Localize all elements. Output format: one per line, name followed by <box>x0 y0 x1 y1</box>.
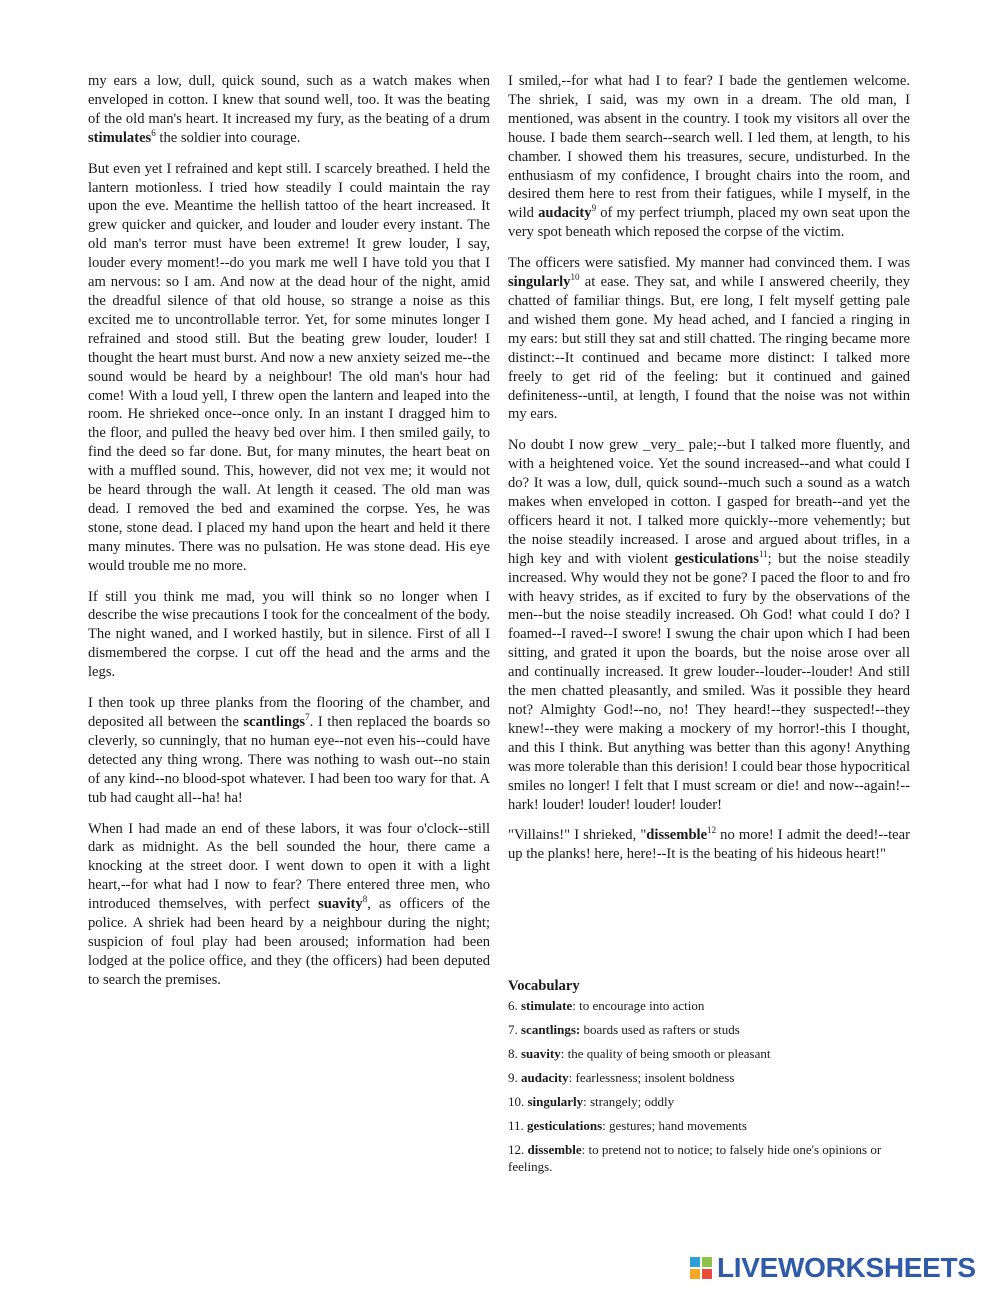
paragraph <box>508 436 910 814</box>
vocabulary-word: audacity <box>521 1070 569 1085</box>
vocabulary-definition: : gestures; hand movements <box>602 1118 747 1133</box>
logo-square <box>702 1257 712 1267</box>
footnote-marker: 9 <box>591 203 597 214</box>
vocabulary-title: Vocabulary <box>508 978 580 994</box>
paragraph-text: of my perfect triumph, placed my own seat upon the very spot beneath which reposed the corpse of the victim. <box>508 205 910 241</box>
vocab-term: dissemble <box>646 827 708 844</box>
vocabulary-definition: : fearlessness; insolent boldness <box>568 1070 735 1085</box>
paragraph-text: , as officers of the police. A shriek had been heard by a neighbour during the night; suspicion of foul play had been aroused; information had been lodged at the police office, and they (the officers) had been deputed to search the premises. <box>88 896 490 988</box>
vocabulary-item <box>508 1069 908 1086</box>
vocabulary-item <box>508 1021 908 1038</box>
paragraph <box>508 254 910 424</box>
vocabulary-word: suavity <box>521 1046 561 1061</box>
paragraph <box>88 820 490 990</box>
footnote-marker: 10 <box>570 272 580 283</box>
vocabulary-item <box>508 1045 908 1062</box>
logo-icon <box>690 1257 712 1279</box>
vocabulary-number: 7. <box>508 1022 521 1037</box>
left-column <box>88 72 490 1002</box>
paragraph <box>508 826 910 864</box>
vocabulary-definition: : to pretend not to notice; to falsely hide one's opinions or feelings. <box>508 1142 882 1174</box>
paragraph-text: ; but the noise steadily increased. Why would they not be gone? I paced the floor to and fro with heavy strides, as if excited to fury by the observations of the men--but the noise steadily increased. Oh God! what could I do? I foamed--I raved--I swore! I swung the chair upon which I had been sitting, and grated it upon the boards, but the noise arose over all and continually increased. It grew louder--louder--louder! And still the men chatted pleasantly, and smiled. Was it possible they heard not? Almighty God!--no, no! They heard!--they suspected!--they knew!--they were making a mockery of my horror!-this I thought, and this I think. But anything was better than this agony! Anything was more tolerable than this derision! I could bear those hypocritical smiles no longer! I felt that I must scream or die! and now--again!--hark! louder! louder! louder! louder! <box>508 550 910 813</box>
paragraph <box>88 160 490 576</box>
vocabulary-definition: : the quality of being smooth or pleasant <box>560 1046 771 1061</box>
vocabulary-word: gesticulations <box>527 1118 603 1133</box>
paragraph <box>88 588 490 683</box>
paragraph-text: "Villains!" I shrieked, " <box>508 827 647 844</box>
paragraph-text: When I had made an end of these labors, it was four o'clock--still dark as midnight. As the bell sounded the hour, there came a knocking at the street door. I went down to open it with a light heart,--for what had I now to fear? There entered three men, who introduced themselves, with perfect <box>88 820 490 913</box>
right-column <box>508 72 910 876</box>
logo-square <box>690 1269 700 1279</box>
footnote-marker: 11 <box>758 548 768 559</box>
vocab-term: stimulates <box>88 129 152 146</box>
paragraph <box>88 694 490 807</box>
paragraph-text: The officers were satisfied. My manner had convinced them. I was <box>508 255 910 272</box>
vocab-term: gesticulations <box>674 550 759 567</box>
paragraph-text: But even yet I refrained and kept still. I scarcely breathed. I held the lantern motionless. I tried how steadily I could maintain the ray upon the eve. Meantime the hellish tattoo of the heart increased. It grew quicker and quicker, and louder and louder every instant. The old man's terror must have been extreme! It grew louder, I say, louder every moment!--do you mark me well I have told you that I am nervous: so I am. And now at the dead hour of the night, amid the dreadful silence of that old house, so strange a noise as this excited me to uncontrollable terror. Yet, for some minutes longer I refrained and stood still. But the beating grew louder, louder! I thought the heart must burst. And now a new anxiety seized me--the sound would be heard by a neighbour! The old man's hour had come! With a loud yell, I threw open the lantern and leaped into the room. He shrieked once--once only. In an instant I dragged him to the floor, and pulled the heavy bed over him. I then smiled gaily, to find the deed so far done. But, for many minutes, the heart beat on with a muffled sound. This, however, did not vex me; it would not be heard through the wall. At length it ceased. The old man was dead. I removed the bed and examined the corpse. Yes, he was stone, stone dead. I placed my hand upon the heart and held it there many minutes. There was no pulsation. He was stone dead. His eye would trouble me no more. <box>88 160 490 574</box>
vocabulary-number: 11. <box>508 1118 528 1133</box>
vocabulary-definition: boards used as rafters or studs <box>580 1022 740 1037</box>
vocabulary-number: 6. <box>508 998 521 1013</box>
vocabulary-number: 12. <box>508 1142 528 1157</box>
vocabulary-number: 10. <box>508 1094 528 1109</box>
vocabulary-definition: : strangely; oddly <box>583 1094 675 1109</box>
vocabulary-word: dissemble <box>527 1142 582 1157</box>
paragraph-text: I then took up three planks from the flooring of the chamber, and deposited all between the <box>88 695 490 730</box>
vocab-term: singularly <box>508 274 571 291</box>
vocabulary-definition: : to encourage into action <box>572 998 705 1013</box>
vocabulary-word: singularly <box>527 1094 584 1109</box>
paragraph-text: no more! I admit the deed!--tear up the planks! here, here!--It is the beating of his hideous heart!" <box>508 827 910 863</box>
vocabulary-section <box>508 978 908 1182</box>
vocabulary-list <box>508 997 908 1175</box>
vocabulary-item <box>508 1141 908 1175</box>
paragraph-text: the soldier into courage. <box>155 129 301 146</box>
footnote-marker: 12 <box>707 825 717 836</box>
vocabulary-item <box>508 997 908 1014</box>
vocabulary-number: 9. <box>508 1070 521 1085</box>
footnote-marker: 8 <box>362 894 368 905</box>
liveworksheets-logo <box>690 1252 976 1284</box>
vocab-term: audacity <box>538 205 592 222</box>
paragraph-text: No doubt I now grew _very_ pale;--but I talked more fluently, and with a heightened voice. Yet the sound increased--and what could I do? It was a low, dull, quick sound--much such a sound as a watch makes when enveloped in cotton. I gasped for breath--and yet the officers heard it not. I talked more quickly--more vehemently; but the noise steadily increased. I arose and argued about trifles, in a high key and with violent <box>508 437 910 567</box>
paragraph-text: my ears a low, dull, quick sound, such as a watch makes when enveloped in cotton. I knew that sound well, too. It was the beating of the old man's heart. It increased my fury, as the beating of a drum <box>88 73 490 127</box>
vocab-term: scantlings <box>243 714 306 730</box>
vocabulary-item <box>508 1093 908 1110</box>
footnote-marker: 6 <box>151 127 156 138</box>
vocabulary-word: stimulate <box>521 998 573 1013</box>
vocabulary-number: 8. <box>508 1046 521 1061</box>
logo-square <box>702 1269 712 1279</box>
paragraph-text: If still you think me mad, you will think so no longer when I describe the wise precautions I took for the concealment of the body. The night waned, and I worked hastily, but in silence. First of all I dismembered the corpse. I cut off the head and the arms and the legs. <box>88 588 490 681</box>
paragraph-text: . I then replaced the boards so cleverly, so cunningly, that no human eye--not even his--could have detected any thing wrong. There was nothing to wash out--no stain of any kind--no blood-spot whatever. I had been too wary for that. A tub had caught all--ha! ha! <box>88 714 491 806</box>
logo-text: LIVEWORKSHEETS <box>717 1252 976 1283</box>
logo-square <box>690 1257 700 1267</box>
paragraph <box>508 72 910 242</box>
vocabulary-item <box>508 1117 908 1134</box>
footnote-marker: 7 <box>305 712 310 723</box>
paragraph <box>88 72 490 148</box>
paragraph-text: at ease. They sat, and while I answered cheerily, they chatted of familiar things. But, ere long, I felt myself getting pale and wished them gone. My head ached, and I fancied a ringing in my ears: but still they sat and still chatted. The ringing became more distinct:--It continued and became more distinct: I talked more freely to get rid of the feeling: but it continued and gained definiteness--until, at length, I found that the noise was not within my ears. <box>508 274 910 423</box>
vocabulary-word: scantlings: <box>521 1022 581 1037</box>
paragraph-text: I smiled,--for what had I to fear? I bade the gentlemen welcome. The shriek, I said, was my own in a dream. The old man, I mentioned, was absent in the country. I took my visitors all over the house. I bade them search--search well. I led them, at length, to his chamber. I showed them his treasures, secure, undisturbed. In the enthusiasm of my confidence, I brought chairs into the room, and desired them here to rest from their fatigues, while I myself, in the wild <box>508 73 910 222</box>
vocab-term: suavity <box>318 896 363 913</box>
